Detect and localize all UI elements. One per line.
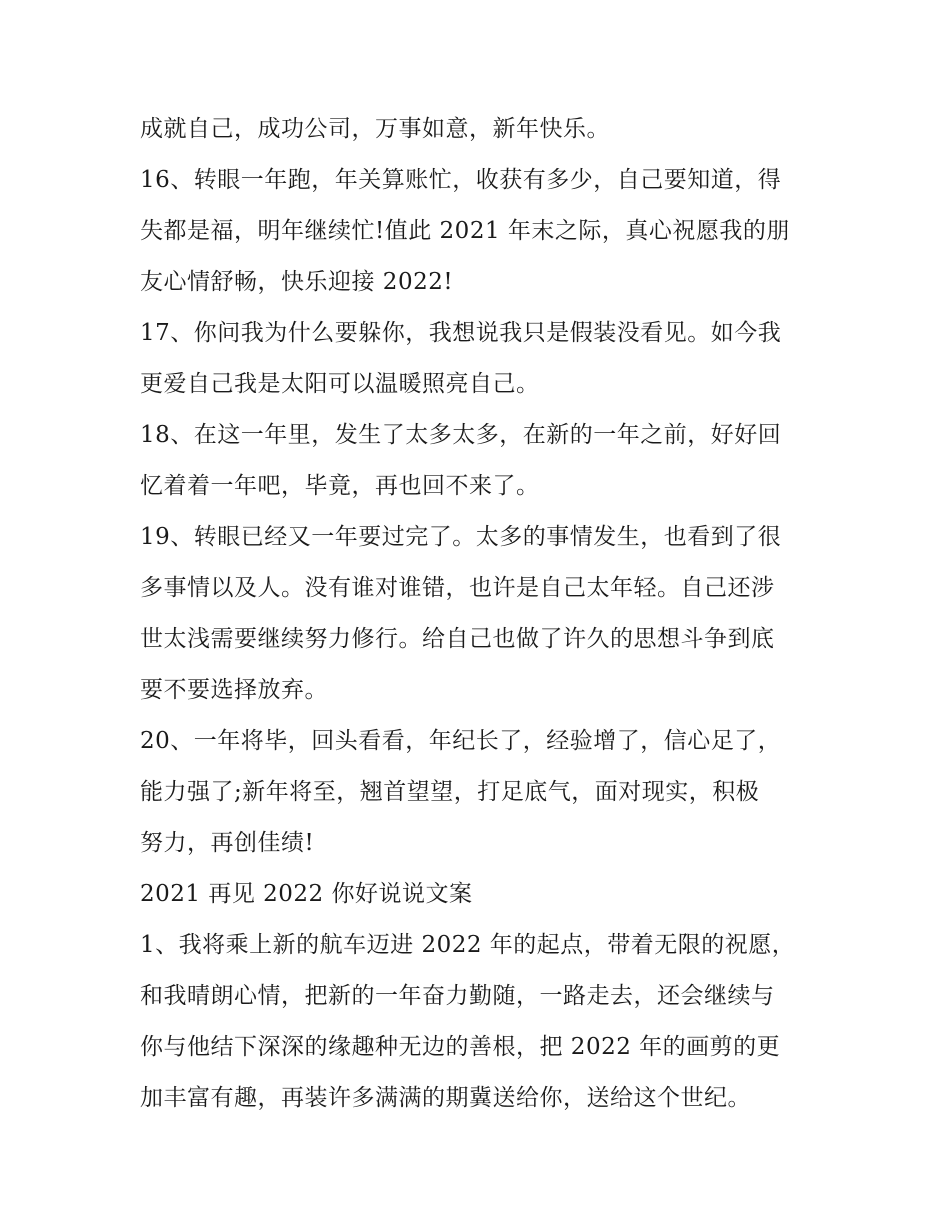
text-line: 加丰富有趣，再装许多满满的期冀送给你，送给这个世纪。 (140, 1085, 751, 1111)
text-line: 失都是福，明年继续忙!值此 2021 年末之际，真心祝愿我的朋 (140, 218, 790, 244)
text-line: 16、转眼一年跑，年关算账忙，收获有多少，自己要知道，得 (140, 167, 782, 193)
section-heading: 2021 再见 2022 你好说说文案 (140, 881, 473, 907)
text-line: 能力强了;新年将至，翘首望望，打足底气，面对现实，积极 (140, 779, 760, 805)
text-line: 20、一年将毕，回头看看，年纪长了，经验增了，信心足了， (140, 728, 782, 754)
text-line: 努力，再创佳绩! (140, 830, 315, 856)
text-line: 17、你问我为什么要躲你，我想说我只是假装没看见。如今我 (140, 320, 782, 346)
text-line: 和我晴朗心情，把新的一年奋力勤随，一路走去，还会继续与 (140, 983, 775, 1009)
text-line: 19、转眼已经又一年要过完了。太多的事情发生，也看到了很 (140, 524, 782, 550)
text-line: 世太浅需要继续努力修行。给自己也做了许久的思想斗争到底 (140, 626, 775, 652)
document-body (140, 104, 820, 1124)
text-line: 多事情以及人。没有谁对谁错，也许是自己太年轻。自己还涉 (140, 575, 775, 601)
text-line: 你与他结下深深的缘趣种无边的善根，把 2022 年的画剪的更 (140, 1034, 781, 1060)
text-line: 1、我将乘上新的航车迈进 2022 年的起点，带着无限的祝愿， (140, 932, 796, 958)
text-line: 更爱自己我是太阳可以温暖照亮自己。 (140, 371, 540, 397)
text-line: 成就自己，成功公司，万事如意，新年快乐。 (140, 116, 610, 142)
text-line: 友心情舒畅，快乐迎接 2022! (140, 269, 454, 295)
text-line: 要不要选择放弃。 (140, 677, 328, 703)
text-line: 忆着着一年吧，毕竟，再也回不来了。 (140, 473, 540, 499)
text-line: 18、在这一年里，发生了太多太多，在新的一年之前，好好回 (140, 422, 782, 448)
